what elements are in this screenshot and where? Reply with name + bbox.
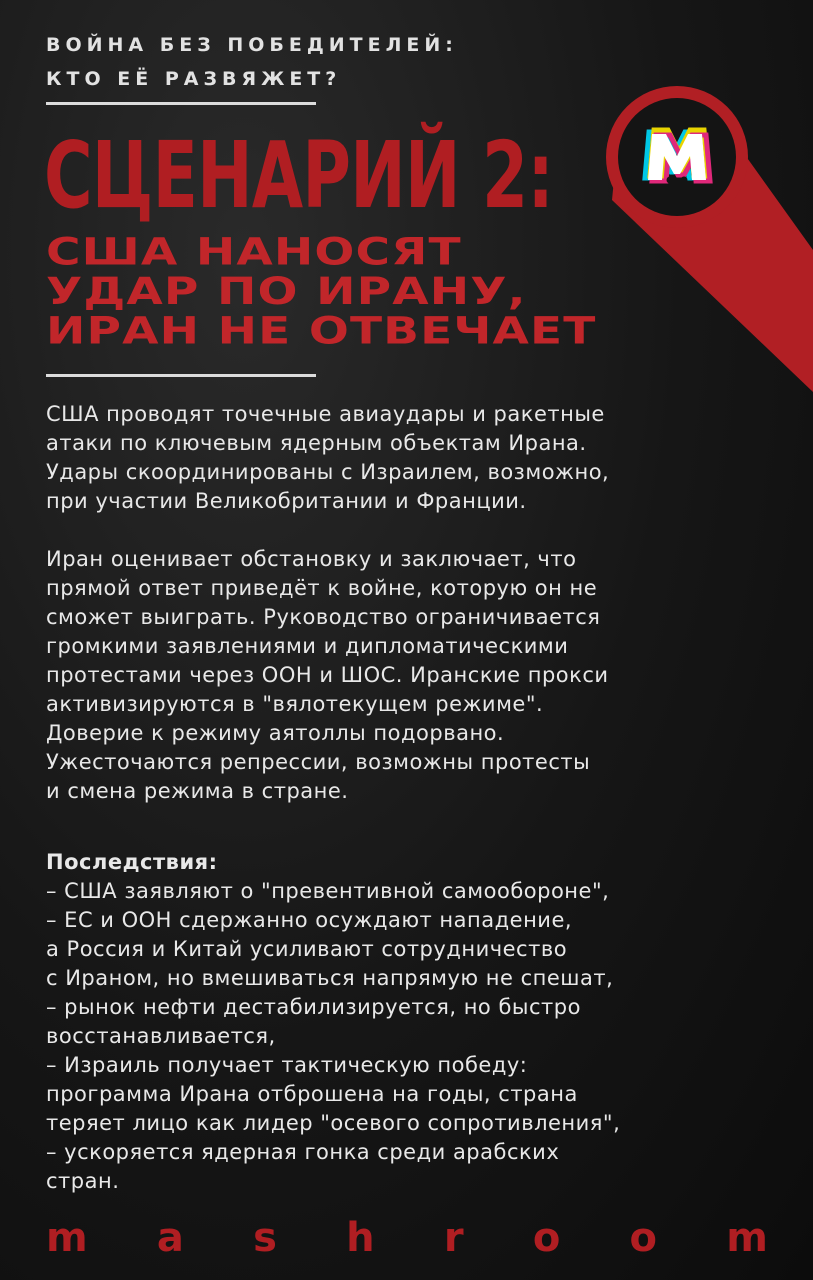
divider-middle xyxy=(46,374,316,377)
brand-letter: m xyxy=(46,1215,88,1261)
subtitle-line-3: ИРАН НЕ ОТВЕЧАЕТ xyxy=(46,308,597,353)
brand-wordmark xyxy=(46,1216,768,1260)
kicker xyxy=(46,28,458,96)
scenario-title: СЦЕНАРИЙ 2: xyxy=(44,122,554,229)
brand-letter: s xyxy=(253,1215,277,1261)
body-paragraph-2: Иран оценивает обстановку и заключает, что прямой ответ приведёт к войне, которую он не сможет выиграть. Руководство ограничивается громкими заявлениями и дипломатическими протестами через ООН и ШОС. Иранские прокси активизируются в "вялотекущем режиме". Доверие к режиму аятоллы подорвано. Ужесточаются репрессии, возможны протесты и смена режима в стране. xyxy=(46,547,609,803)
kicker-line-1: ВОЙНА БЕЗ ПОБЕДИТЕЛЕЙ: xyxy=(46,34,458,56)
brand-letter: m xyxy=(726,1215,768,1261)
divider-top xyxy=(46,102,316,105)
subtitle-line-1: США НАНОСЯТ xyxy=(46,229,462,274)
brand-letter: o xyxy=(629,1215,657,1261)
consequences-list: – США заявляют о "превентивной самообороне", – ЕС и ООН сдержанно осуждают нападение, а Россия и Китай усиливают сотрудничество с Ираном, но вмешиваться напрямую не спешат, – рынок нефти дестабилизируется, но быстро восстанавливается, – Израиль получает тактическую победу: программа Ирана отброшена на годы, страна теряет лицо как лидер "осевого сопротивления", – ускоряется ядерная гонка среди арабских стран. xyxy=(46,879,621,1193)
consequences-heading: Последствия: xyxy=(46,850,218,874)
mashroom-logo xyxy=(606,86,748,228)
scenario-body xyxy=(46,400,786,806)
kicker-line-2: КТО ЕЁ РАЗВЯЖЕТ? xyxy=(46,68,342,90)
body-paragraph-1: США проводят точечные авиаудары и ракетные атаки по ключевым ядерным объектам Ирана. Удары скоординированы с Израилем, возможно, при участии Великобритании и Франции. xyxy=(46,402,610,513)
brand-letter: h xyxy=(346,1215,375,1261)
subtitle-line-2: УДАР ПО ИРАНУ, xyxy=(46,268,527,313)
brand-letter: o xyxy=(532,1215,561,1261)
scenario-subtitle xyxy=(46,229,597,353)
logo-m-icon xyxy=(618,98,736,216)
consequences-section xyxy=(46,848,786,1196)
brand-letter: a xyxy=(156,1215,184,1261)
brand-letter: r xyxy=(443,1215,464,1261)
